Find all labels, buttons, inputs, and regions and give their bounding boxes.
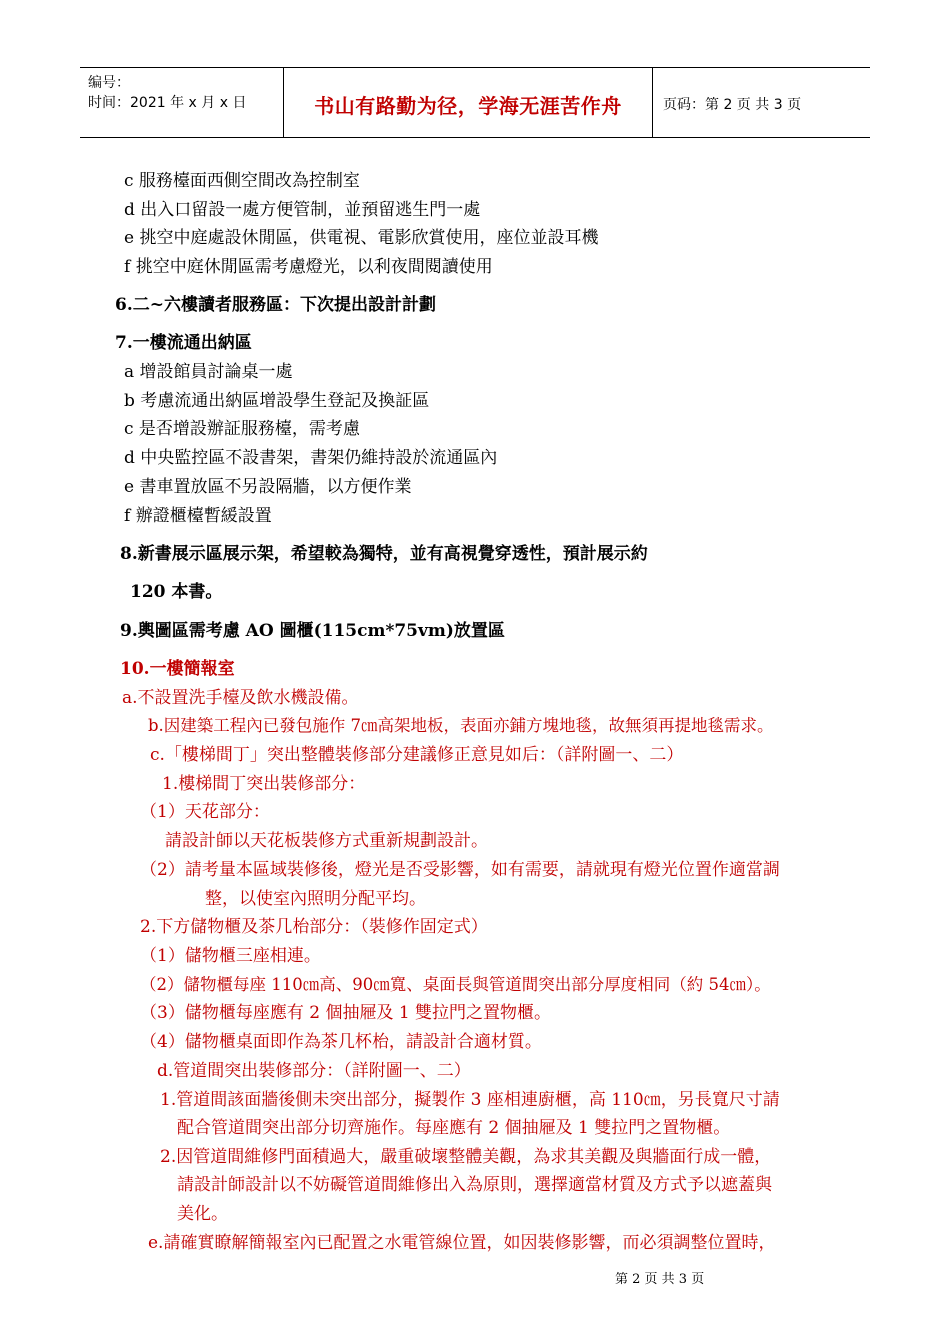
page-footer: 第 2 页 共 3 页 xyxy=(615,1272,705,1287)
text-line: c 服務檯面西側空間改為控制室 xyxy=(124,171,360,191)
text-line: d.管道間突出裝修部分：（詳附圖一、二） xyxy=(157,1061,471,1081)
text-line: （4）儲物櫃桌面即作為茶几杯枱，請設計合適材質。 xyxy=(140,1032,542,1052)
header-center-cell xyxy=(284,68,653,137)
text-line: f 辦證櫃檯暫緩設置 xyxy=(124,506,272,526)
text-line: 2.因管道間維修門面積過大，嚴重破壞整體美觀，為求其美觀及與牆面行成一體， xyxy=(160,1147,772,1167)
text-line: c 是否增設辦証服務檯，需考慮 xyxy=(124,419,360,439)
text-line: （2）儲物櫃每座 110㎝高、90㎝寬、桌面長與管道間突出部分厚度相同（約 54㎝）。 xyxy=(140,975,771,994)
text-line: 配合管道間突出部分切齊施作。每座應有 2 個抽屜及 1 雙拉門之置物櫃。 xyxy=(177,1118,731,1138)
text-line: a 增設館員討論桌一處 xyxy=(124,362,293,382)
text-line: 請設計師設計以不妨礙管道間維修出入為原則，選擇適當材質及方式予以遮蓋與 xyxy=(177,1175,772,1195)
text-line: e 書車置放區不另設隔牆，以方便作業 xyxy=(124,477,412,497)
text-line: 請設計師以天花板裝修方式重新規劃設計。 xyxy=(165,831,488,851)
text-line: e.請確實瞭解簡報室內已配置之水電管線位置，如因裝修影響，而必須調整位置時， xyxy=(148,1233,776,1253)
text-line: d 出入口留設一處方便管制，並預留逃生門一處 xyxy=(124,200,481,220)
text-line: （1）天花部分： xyxy=(140,802,270,822)
text-line: （1）儲物櫃三座相連。 xyxy=(140,946,321,966)
section-heading: 6.二~六樓讀者服務區：下次提出設計計劃 xyxy=(115,295,436,315)
text-line: 1.管道間該面牆後側未突出部分，擬製作 3 座相連廚櫃，高 110㎝，另長寬尺寸請 xyxy=(160,1090,780,1110)
text-line: f 挑空中庭休閒區需考慮燈光，以利夜間閱讀使用 xyxy=(124,257,493,277)
section-heading: 10.一樓簡報室 xyxy=(120,659,235,679)
text-line: e 挑空中庭處設休閒區，供電視、電影欣賞使用，座位並設耳機 xyxy=(124,228,599,248)
text-line: a.不設置洗手檯及飲水機設備。 xyxy=(122,688,359,708)
section-heading: 8.新書展示區展示架，希望較為獨特，並有高視覺穿透性，預計展示約 xyxy=(120,544,648,564)
text-line: （2）請考量本區域裝修後，燈光是否受影響，如有需要，請就現有燈光位置作適當調 xyxy=(140,860,780,880)
text-line: 120 本書。 xyxy=(130,582,223,602)
header-left-cell xyxy=(80,68,284,137)
text-line: b.因建築工程內已發包施作 7㎝高架地板，表面亦鋪方塊地毯，故無須再提地毯需求。 xyxy=(148,716,774,735)
text-line: d 中央監控區不設書架，書架仍維持設於流通區內 xyxy=(124,448,498,468)
number-label: 编号： xyxy=(88,75,130,91)
text-line: c.「樓梯間丁」突出整體裝修部分建議修正意見如后：（詳附圖一、二） xyxy=(150,745,684,765)
text-line: 2.下方儲物櫃及茶几枱部分：（裝修作固定式） xyxy=(140,917,488,937)
section-heading: 9.輿圖區需考慮 AO 圖櫃(115cm*75vm)放置區 xyxy=(120,621,505,641)
text-line: 整，以使室內照明分配平均。 xyxy=(205,889,426,909)
text-line: 1.樓梯間丁突出裝修部分： xyxy=(162,774,366,794)
time-label: 时间：2021 年 x 月 x 日 xyxy=(88,95,247,111)
section-heading: 7.一樓流通出納區 xyxy=(115,333,252,353)
motto: 书山有路勤为径，学海无涯苦作舟 xyxy=(314,94,622,118)
page-info: 页码：第 2 页 共 3 页 xyxy=(663,97,802,113)
document-header xyxy=(80,67,870,138)
text-line: （3）儲物櫃每座應有 2 個抽屜及 1 雙拉門之置物櫃。 xyxy=(140,1003,552,1023)
header-right-cell xyxy=(653,68,870,137)
text-line: b 考慮流通出納區增設學生登記及換証區 xyxy=(124,391,430,411)
text-line: 美化。 xyxy=(177,1204,228,1224)
